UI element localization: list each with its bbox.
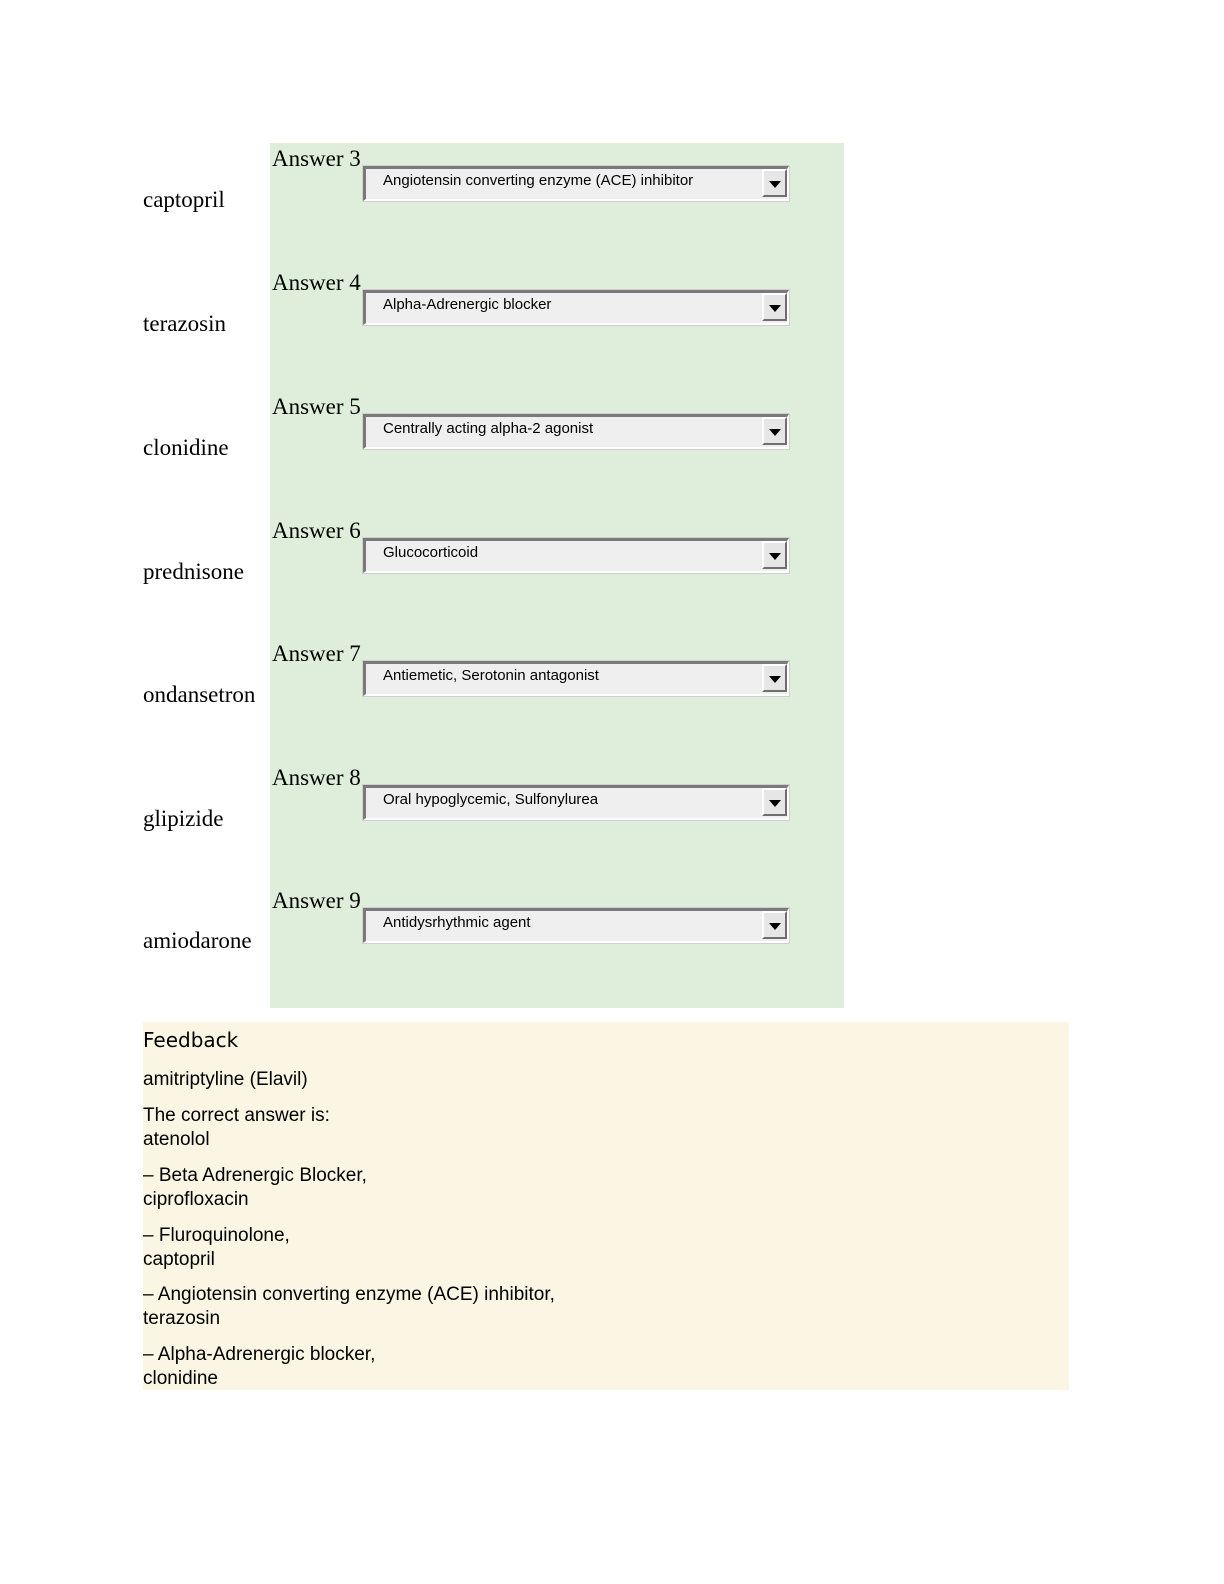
answer-select[interactable] [363,661,789,696]
chevron-down-icon[interactable] [762,664,787,692]
feedback-line: terazosin [143,1308,221,1329]
answer-label: Answer 9 [272,888,361,913]
select-value: Antidysrhythmic agent [383,914,531,931]
chevron-down-icon[interactable] [762,788,787,816]
chevron-down-icon[interactable] [762,417,787,445]
chevron-down-icon[interactable] [762,541,787,569]
feedback-line: ciprofloxacin [143,1189,249,1210]
feedback-line: atenolol [143,1129,210,1150]
feedback-line: clonidine [143,1368,218,1389]
feedback-correct-answer-label: The correct answer is: [143,1105,330,1126]
answer-select[interactable] [363,166,789,201]
drug-name: glipizide [143,806,224,831]
chevron-down-icon[interactable] [762,169,787,197]
drug-name: amiodarone [143,928,252,953]
feedback-line: – Fluroquinolone, [143,1225,290,1246]
answer-select[interactable] [363,908,789,943]
feedback-line: – Beta Adrenergic Blocker, [143,1165,367,1186]
select-value: Oral hypoglycemic, Sulfonylurea [383,791,599,808]
feedback-line: – Alpha-Adrenergic blocker, [143,1344,376,1365]
answer-select[interactable] [363,538,789,573]
drug-name: captopril [143,187,225,212]
drug-name: terazosin [143,311,227,336]
feedback-panel [143,1022,1069,1390]
chevron-down-icon[interactable] [762,293,787,321]
answer-label: Answer 5 [272,394,361,419]
drug-name: prednisone [143,559,244,584]
answer-label: Answer 3 [272,146,361,171]
select-value: Centrally acting alpha-2 agonist [383,420,594,437]
select-value: Antiemetic, Serotonin antagonist [383,667,599,684]
feedback-line: captopril [143,1249,215,1270]
answer-label: Answer 4 [272,270,361,295]
select-value: Alpha-Adrenergic blocker [383,296,552,313]
answer-label: Answer 7 [272,641,361,666]
drug-name: clonidine [143,435,229,460]
chevron-down-icon[interactable] [762,911,787,939]
answer-select[interactable] [363,785,789,820]
answer-label: Answer 6 [272,518,361,543]
select-value: Angiotensin converting enzyme (ACE) inhibitor [383,172,694,189]
select-value: Glucocorticoid [383,544,479,561]
feedback-title: Feedback [143,1028,239,1052]
answer-label: Answer 8 [272,765,361,790]
feedback-question: amitriptyline (Elavil) [143,1069,308,1090]
drug-name: ondansetron [143,682,256,707]
answer-select[interactable] [363,290,789,325]
feedback-line: – Angiotensin converting enzyme (ACE) inhibitor, [143,1284,555,1305]
answer-select[interactable] [363,414,789,449]
